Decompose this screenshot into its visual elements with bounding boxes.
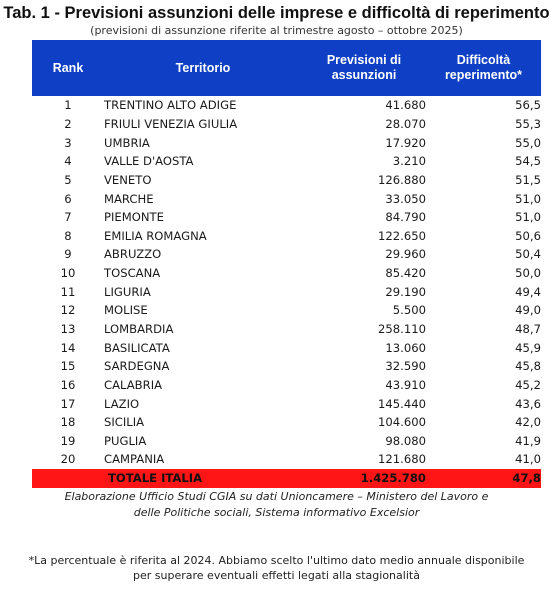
previsioni-cell: 29.960 [385,247,426,262]
previsioni-cell: 17.920 [385,135,426,150]
source-line-1: Elaborazione Ufficio Studi CGIA su dati Unioncamere – Ministero del Lavoro e [64,490,489,503]
territorio-cell: VENETO [104,172,152,187]
rank-cell: 2 [64,116,72,131]
previsioni-cell: 43.910 [385,377,426,392]
difficolta-cell: 51,0 [515,191,541,206]
rank-cell: 19 [60,433,76,448]
territorio-cell: EMILIA ROMAGNA [104,228,207,243]
territorio-cell: LIGURIA [104,284,151,299]
previsioni-cell: 122.650 [378,228,426,243]
header-territorio: Territorio [104,40,302,96]
rank-cell: 13 [60,322,76,336]
table-row [32,133,541,152]
rank-cell: 9 [64,247,72,262]
rank-cell: 4 [64,154,72,169]
header-difficolta-line2: reperimento* [444,68,523,82]
rank-cell: 7 [64,210,72,225]
rank-cell: 12 [60,303,76,318]
rank-cell: 10 [60,266,76,281]
previsioni-cell: 145.440 [378,396,426,411]
total-previsioni-cell: 1.425.780 [302,469,426,488]
footnote-line-2: per superare eventuali effetti legati alla stagionalità [133,569,420,582]
territorio-cell: BASILICATA [104,340,170,355]
rank-cell: 16 [60,377,76,392]
previsioni-cell: 5.500 [392,303,426,318]
table-row [32,413,541,432]
difficolta-cell: 42,0 [515,415,541,430]
table-row [32,301,541,320]
difficolta-cell: 55,0 [515,135,541,150]
territorio-cell: MOLISE [104,303,148,318]
rank-cell: 11 [60,284,76,299]
rank-cell: 18 [60,415,76,430]
table-row [32,338,541,357]
table-title: Tab. 1 - Previsioni assunzioni delle imprese e difficoltà di reperimento [3,4,550,22]
territorio-cell: VALLE D'AOSTA [104,154,194,169]
table-row [32,450,541,469]
table-row [32,226,541,245]
table-row [32,376,541,395]
difficolta-cell: 49,0 [515,303,541,318]
difficolta-cell: 51,5 [515,172,541,187]
difficolta-cell: 50,0 [515,266,541,281]
difficolta-cell: 54,5 [515,154,541,169]
header-previsioni-line1: Previsioni di [326,53,402,67]
previsioni-cell: 104.600 [378,415,426,430]
total-territorio-cell: TOTALE ITALIA [104,469,302,488]
table-row [32,264,541,283]
table-row [32,394,541,413]
territorio-cell: TRENTINO ALTO ADIGE [104,98,237,113]
rank-cell: 20 [60,452,76,467]
previsioni-cell: 28.070 [385,116,426,131]
difficolta-cell: 41,0 [515,452,541,467]
rank-cell: 6 [64,191,72,206]
difficolta-cell: 45,2 [515,377,541,392]
difficolta-cell: 51,0 [515,210,541,225]
footnote-line-1: *La percentuale è riferita al 2024. Abbiamo scelto l'ultimo dato medio annuale disponibile [28,554,525,567]
header-rank: Rank [32,40,104,96]
rank-cell: 17 [60,396,76,411]
previsioni-cell: 121.680 [378,452,426,467]
territorio-cell: PUGLIA [104,433,147,448]
difficolta-cell: 55,3 [515,116,541,131]
source-note [0,489,553,521]
territorio-cell: FRIULI VENEZIA GIULIA [104,116,238,131]
table-row [32,282,541,301]
table-row [32,189,541,208]
territorio-cell: CALABRIA [104,377,163,392]
difficolta-cell: 45,8 [515,359,541,374]
table-body [32,96,541,488]
table-row [32,432,541,451]
total-rank-cell [32,469,104,488]
table-row [32,96,541,115]
header-previsioni [302,40,426,96]
table-row [32,320,541,339]
previsioni-cell: 258.110 [378,322,426,336]
rank-cell: 5 [64,172,72,187]
table-row [32,171,541,190]
table-subtitle: (previsioni di assunzione riferite al trimestre agosto – ottobre 2025) [90,24,463,37]
assunzioni-table [32,40,541,488]
difficolta-cell: 56,5 [515,98,541,113]
rank-cell: 15 [60,359,76,374]
table-row [32,245,541,264]
table-row [32,115,541,134]
difficolta-cell: 50,4 [515,247,541,262]
rank-cell: 1 [64,98,72,113]
header-previsioni-line2: assunzioni [331,68,397,82]
territorio-cell: MARCHE [104,191,154,206]
difficolta-cell: 43,6 [515,396,541,411]
previsioni-cell: 98.080 [385,433,426,448]
table-row [32,357,541,376]
territorio-cell: LAZIO [104,396,140,411]
header-row [32,40,541,96]
territorio-cell: PIEMONTE [104,210,164,225]
territorio-cell: ABRUZZO [104,247,162,262]
total-row [32,469,541,488]
rank-cell: 8 [64,228,72,243]
difficolta-cell: 45,9 [515,340,541,355]
territorio-cell: SICILIA [104,415,145,430]
previsioni-cell: 41.680 [385,98,426,113]
table-row [32,152,541,171]
previsioni-cell: 85.420 [385,266,426,281]
header-difficolta [426,40,541,96]
difficolta-cell: 48,7 [515,322,541,336]
previsioni-cell: 84.790 [385,210,426,225]
previsioni-cell: 29.190 [385,284,426,299]
rank-cell: 3 [64,135,72,150]
previsioni-cell: 3.210 [392,154,426,169]
previsioni-cell: 32.590 [385,359,426,374]
territorio-cell: SARDEGNA [104,359,170,374]
rank-cell: 14 [60,340,76,355]
difficolta-cell: 50,6 [515,228,541,243]
previsioni-cell: 13.060 [385,340,426,355]
table-row [32,208,541,227]
territorio-cell: CAMPANIA [104,452,165,467]
footnote [0,553,553,583]
territorio-cell: UMBRIA [104,135,150,150]
table-header [32,40,541,96]
source-line-2: delle Politiche sociali, Sistema informativo Excelsior [133,506,420,519]
territorio-cell: LOMBARDIA [104,322,174,336]
difficolta-cell: 49,4 [515,284,541,299]
total-difficolta-cell: 47,8 [426,469,541,488]
territorio-cell: TOSCANA [104,266,161,281]
previsioni-cell: 33.050 [385,191,426,206]
header-difficolta-line1: Difficoltà [456,53,511,67]
previsioni-cell: 126.880 [378,172,426,187]
difficolta-cell: 41,9 [515,433,541,448]
